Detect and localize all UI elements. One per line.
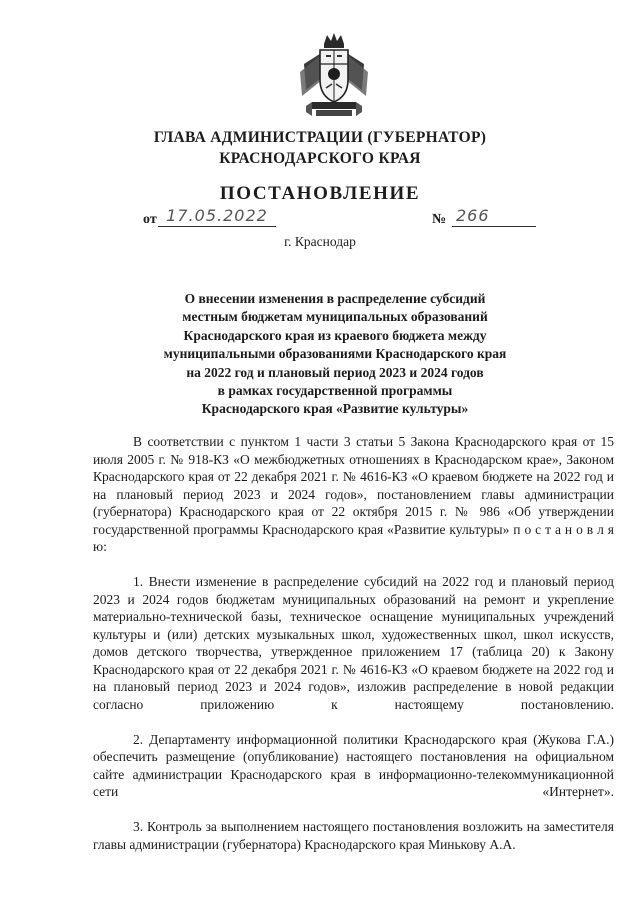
document-date: 17.05.2022 [158,206,276,227]
title-line: Краснодарского края «Развитие культуры» [201,401,469,417]
item-3-paragraph: 3. Контроль за выполнением настоящего постановления возложить на заместителя главы администрации (губернатора) Краснодарского края Минькову А.А. [93,819,614,852]
title-line: в рамках государственной программы [217,383,453,399]
city-line: г. Краснодар [284,234,356,249]
document-title [130,290,540,419]
krasnodar-coat-of-arms-icon [296,30,372,122]
title-line: местным бюджетам муниципальных образований [182,309,488,325]
title-line: на 2022 год и плановый период 2023 и 2024 годов [186,364,484,380]
title-line: Краснодарского края из краевого бюджета между [183,327,487,343]
number-prefix: № [432,212,447,227]
authority-name-line2: КРАСНОДАРСКОГО КРАЯ [219,150,421,167]
title-line: О внесении изменения в распределение субсидий [184,291,486,306]
title-line: муниципальными образованиями Краснодарского края [163,346,507,362]
authority-name-line1: ГЛАВА АДМИНИСТРАЦИИ (ГУБЕРНАТОР) [153,129,487,146]
date-prefix: от [143,212,157,227]
preamble-paragraph: В соответствии с пунктом 1 части 3 статьи 5 Закона Краснодарского края от 15 июля 2005 г. № 918-КЗ «О межбюджетных отношениях в Краснодарском крае», Законом Краснодарского края от 22 декабря 2021 г. № 4616-КЗ «О краевом бюджете на 2022 год и на плановый период 2023 и 2024 годов», постановлением главы администрации (губернатора) Краснодарского края от 22 октября 2015 г. № 986 «Об утверждении государственной программы Краснодарского края «Развитие культуры» п о с т а н о в л я ю: [93,434,614,554]
item-1-paragraph: 1. Внести изменение в распределение субсидий на 2022 год и плановый период 2023 и 2024 годов бюджетам муниципальных образований на ремонт и укрепление материально-технической базы, техническое оснащение муниципальных учреждений культуры и (или) детских музыкальных школ, художественных школ, школ искусств, домов детского творчества, утвержденное приложением 17 (таблица 20) к Закону Краснодарского края от 22 декабря 2021 г. № 4616-КЗ «О краевом бюджете на 2022 год и на плановый период 2023 и 2024 годов», изложив распределение в новой редакции согласно приложению к настоящему постановлению. [93,574,614,712]
item-2-paragraph: 2. Департаменту информационной политики Краснодарского края (Жукова Г.А.) обеспечить размещение (опубликование) настоящего постановления на официальном сайте администрации Краснодарского края в информационно-телекоммуникационной сети «Интернет». [93,731,614,799]
document-body [93,433,614,853]
document-number: 266 [452,206,536,227]
document-type-heading: ПОСТАНОВЛЕНИЕ [219,183,421,204]
